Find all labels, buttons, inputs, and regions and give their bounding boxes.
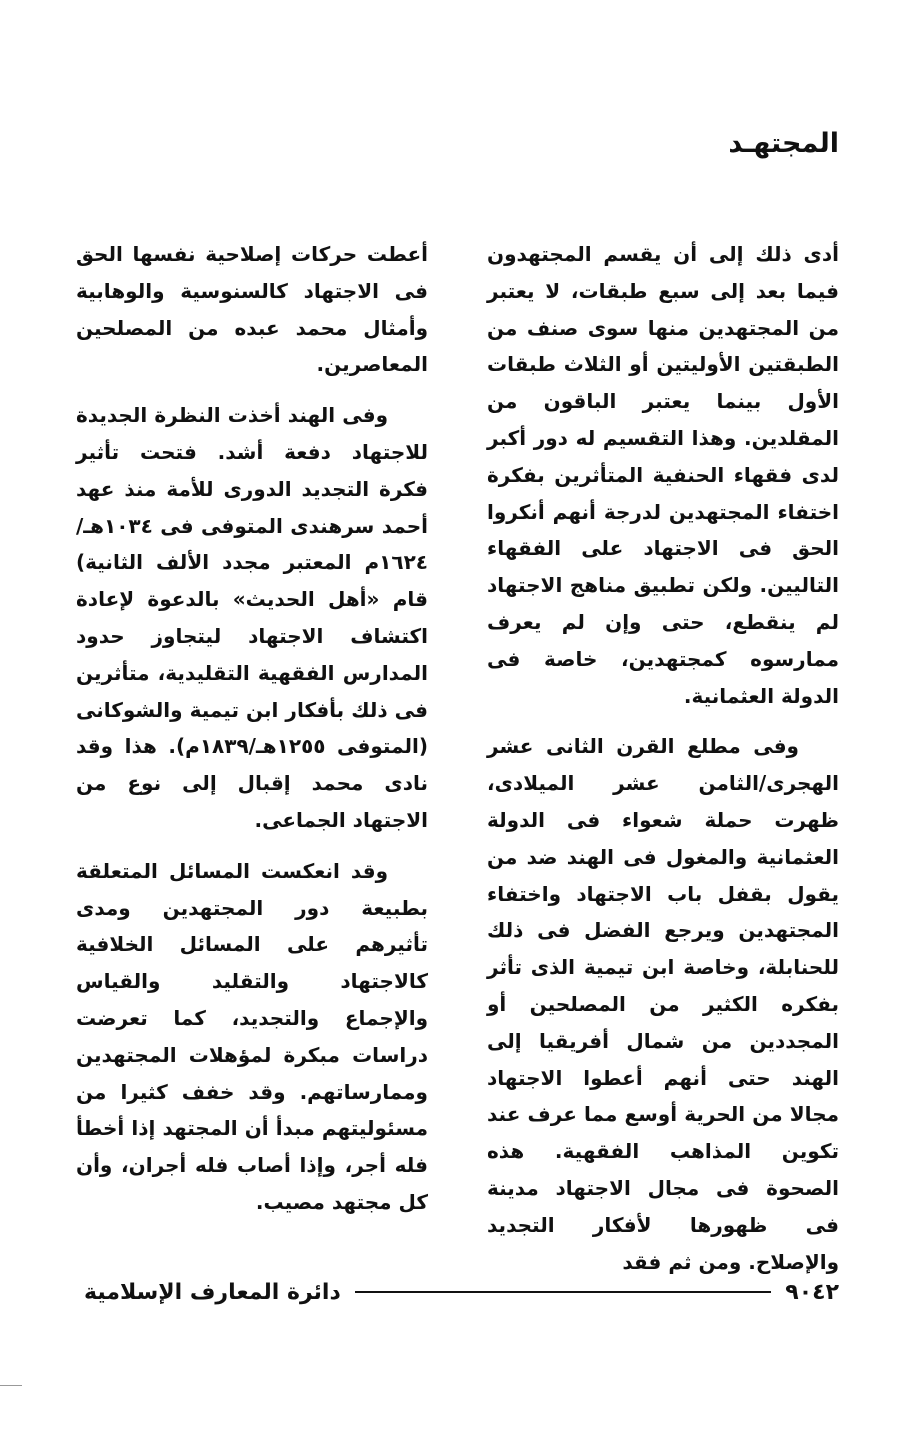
publication-title: دائرة المعارف الإسلامية [84, 1279, 341, 1305]
right-column-paragraph-1: أدى ذلك إلى أن يقسم المجتهدون فيما بعد إلى سبع طبقات، لا يعتبر من المجتهدين منها سوى صنف من الطبقتين الأوليتين أو الثلاث طبقات الأول بينما يعتبر الباقون من المقلدين. وهذا التقسيم له دور أكبر لدى فقهاء الحنفية المتأثرين بفكرة اختفاء المجتهدين لدرجة أنهم أنكروا الحق فى الاجتهاد على الفقهاء التاليين. ولكن تطبيق مناهج الاجتهاد لم ينقطع، حتى وإن لم يعرف ممارسوه كمجتهدين، خاصة فى الدولة العثمانية. [487, 242, 839, 708]
left-column-paragraph-3: وقد انعكست المسائل المتعلقة بطبيعة دور المجتهدين ومدى تأثيرهم على المسائل الخلافية كالاجتهاد والتقليد والقياس والإجماع والتجديد، كما تعرضت دراسات مبكرة لمؤهلات المجتهدين وممارساتهم. وقد خفف كثيرا من مسئوليتهم مبدأ أن المجتهد إذا أخطأ فله أجر، وإذا أصاب فله أجران، وأن كل مجتهد مصيب. [76, 858, 428, 1214]
left-text-column [76, 236, 428, 1221]
margin-mark [0, 1385, 22, 1386]
running-head-title: المجتهـد [728, 128, 839, 159]
right-column-paragraph-2: وفى مطلع القرن الثانى عشر الهجرى/الثامن عشر الميلادى، ظهرت حملة شعواء فى الدولة العثمانية والمغول فى الهند ضد من يقول بقفل باب الاجتهاد واختفاء المجتهدين ويرجع الفضل فى ذلك للحنابلة، وخاصة ابن تيمية الذى تأثر بفكره الكثير من المصلحين أو المجددين من شمال أفريقيا إلى الهند حتى أنهم أعطوا الاجتهاد مجالا من الحرية أوسع مما عرف عند تكوين المذاهب الفقهية. هذه الصحوة فى مجال الاجتهاد مدينة فى ظهورها لأفكار التجديد والإصلاح. ومن ثم فقد [487, 734, 839, 1274]
right-text-column [487, 236, 839, 1280]
page-footer [84, 1272, 839, 1312]
footer-rule [355, 1291, 772, 1293]
left-column-paragraph-2: وفى الهند أخذت النظرة الجديدة للاجتهاد دفعة أشد. فتحت تأثير فكرة التجديد الدورى للأمة منذ عهد أحمد سرهندى المتوفى فى ١٠٣٤هـ/١٦٢٤م المعتبر مجدد الألف الثانية) قام «أهل الحديث» بالدعوة لإعادة اكتشاف الاجتهاد ليتجاوز حدود المدارس الفقهية التقليدية، متأثرين فى ذلك بأفكار ابن تيمية والشوكانى (المتوفى ١٢٥٥هـ/١٨٣٩م). هذا وقد نادى محمد إقبال إلى نوع من الاجتهاد الجماعى. [76, 403, 428, 832]
page-number: ٩٠٤٢ [785, 1279, 839, 1305]
left-column-paragraph-1: أعطت حركات إصلاحية نفسها الحق فى الاجتهاد كالسنوسية والوهابية وأمثال محمد عبده من المصلحين المعاصرين. [76, 242, 428, 377]
